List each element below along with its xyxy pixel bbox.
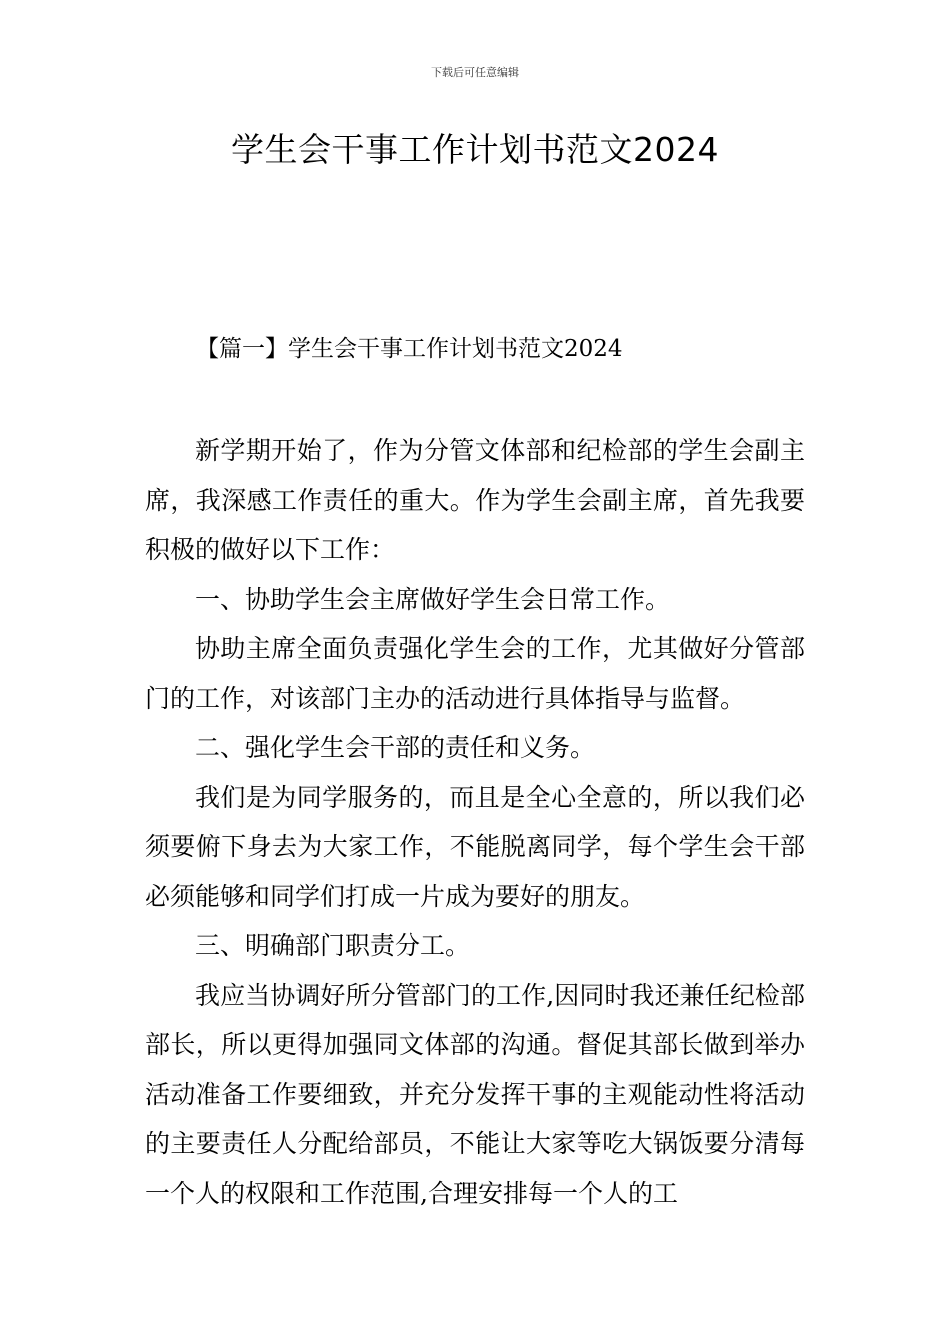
paragraph-point-three-body: 我应当协调好所分管部门的工作,因同时我还兼任纪检部部长，所以更得加强同文体部的沟通。督促其部长做到举办活动准备工作要细致，并充分发挥干事的主观能动性将活动的主要责任人分配给部员，不能让大家等吃大锅饭要分清每一个人的权限和工作范围,合理安排每一个人的工 (145, 980, 805, 1208)
paragraph-point-three-heading: 三、明确部门职责分工。 (195, 931, 471, 960)
document-title: 学生会干事工作计划书范文2024 (231, 130, 719, 169)
paragraph-point-one-body: 协助主席全面负责强化学生会的工作，尤其做好分管部门的工作，对该部门主办的活动进行具体指导与监督。 (145, 634, 805, 713)
page-header-note: 下载后可任意编辑 (431, 66, 519, 79)
paragraph-intro: 新学期开始了，作为分管文体部和纪检部的学生会副主席，我深感工作责任的重大。作为学生会副主席，首先我要积极的做好以下工作： (145, 436, 805, 564)
section-heading: 【篇一】学生会干事工作计划书范文2024 (196, 336, 623, 362)
document-body (145, 426, 805, 1218)
paragraph-point-two-body: 我们是为同学服务的，而且是全心全意的，所以我们必须要俯下身去为大家工作，不能脱离同学，每个学生会干部必须能够和同学们打成一片成为要好的朋友。 (145, 782, 805, 911)
paragraph-point-two-heading: 二、强化学生会干部的责任和义务。 (195, 733, 596, 762)
paragraph-point-one-heading: 一、协助学生会主席做好学生会日常工作。 (195, 584, 671, 614)
